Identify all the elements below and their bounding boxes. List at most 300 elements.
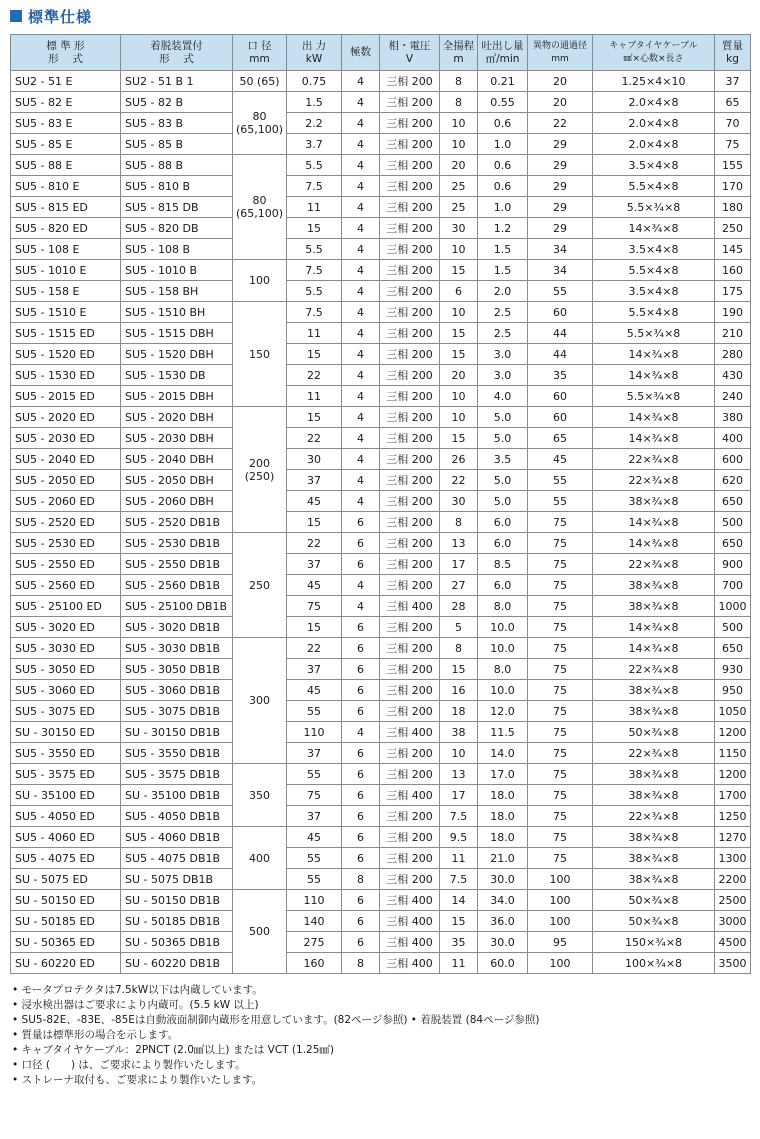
table-cell: SU5 - 82 E xyxy=(11,92,121,113)
table-cell: SU5 - 25100 ED xyxy=(11,596,121,617)
table-cell: 900 xyxy=(715,554,751,575)
table-cell: 38×¾×8 xyxy=(593,575,715,596)
table-cell: 三相 200 xyxy=(380,470,440,491)
table-cell: 4 xyxy=(342,302,380,323)
table-cell: 75 xyxy=(528,554,593,575)
column-header-label: 全揚程 xyxy=(442,39,475,52)
table-cell: 1000 xyxy=(715,596,751,617)
table-cell: 75 xyxy=(528,533,593,554)
table-cell: 10 xyxy=(440,407,478,428)
table-cell: 22×¾×8 xyxy=(593,449,715,470)
table-cell: SU5 - 3030 DB1B xyxy=(121,638,233,659)
table-cell: SU5 - 158 E xyxy=(11,281,121,302)
table-cell: SU - 50365 ED xyxy=(11,932,121,953)
table-cell: 20 xyxy=(440,155,478,176)
diameter-cell: 80 (65,100) xyxy=(233,155,287,260)
table-cell: 60 xyxy=(528,302,593,323)
table-cell: 三相 200 xyxy=(380,281,440,302)
table-cell: 3.0 xyxy=(478,365,528,386)
table-cell: 75 xyxy=(287,596,342,617)
table-cell: 45 xyxy=(287,491,342,512)
table-cell: SU5 - 1510 BH xyxy=(121,302,233,323)
table-cell: 6 xyxy=(342,932,380,953)
diameter-cell: 250 xyxy=(233,533,287,638)
table-cell: 1.5 xyxy=(287,92,342,113)
table-cell: 38×¾×8 xyxy=(593,785,715,806)
table-cell: 55 xyxy=(287,869,342,890)
table-cell: 4 xyxy=(342,575,380,596)
table-cell: 95 xyxy=(528,932,593,953)
table-cell: 4 xyxy=(342,722,380,743)
table-cell: 27 xyxy=(440,575,478,596)
table-cell: SU5 - 815 DB xyxy=(121,197,233,218)
table-cell: 13 xyxy=(440,764,478,785)
table-cell: SU2 - 51 E xyxy=(11,71,121,92)
table-cell: SU5 - 2550 ED xyxy=(11,554,121,575)
table-cell: 4 xyxy=(342,470,380,491)
table-row xyxy=(11,806,751,827)
table-cell: 三相 400 xyxy=(380,890,440,911)
table-cell: 100 xyxy=(528,890,593,911)
table-cell: 22×¾×8 xyxy=(593,743,715,764)
table-cell: 15 xyxy=(440,344,478,365)
table-cell: 13 xyxy=(440,533,478,554)
table-cell: SU - 50150 DB1B xyxy=(121,890,233,911)
table-cell: 5.5×¾×8 xyxy=(593,323,715,344)
table-row xyxy=(11,323,751,344)
table-cell: 75 xyxy=(528,827,593,848)
column-header xyxy=(287,35,342,71)
table-cell: 160 xyxy=(287,953,342,974)
table-cell: 3.0 xyxy=(478,344,528,365)
table-cell: 14×¾×8 xyxy=(593,365,715,386)
table-cell: 16 xyxy=(440,680,478,701)
table-cell: SU5 - 1515 DBH xyxy=(121,323,233,344)
table-cell: 75 xyxy=(528,596,593,617)
table-cell: 三相 200 xyxy=(380,554,440,575)
column-header-unit: kg xyxy=(726,52,739,65)
table-cell: SU5 - 108 E xyxy=(11,239,121,260)
table-cell: 38×¾×8 xyxy=(593,848,715,869)
column-header-unit: 形 式 xyxy=(48,52,83,65)
table-cell: 75 xyxy=(528,617,593,638)
table-cell: SU - 30150 ED xyxy=(11,722,121,743)
table-cell: 三相 200 xyxy=(380,659,440,680)
table-cell: 15 xyxy=(287,344,342,365)
table-cell: 15 xyxy=(440,911,478,932)
table-cell: 2200 xyxy=(715,869,751,890)
diameter-cell: 50 (65) xyxy=(233,71,287,92)
table-cell: 三相 200 xyxy=(380,134,440,155)
table-cell: SU5 - 820 ED xyxy=(11,218,121,239)
table-cell: 44 xyxy=(528,344,593,365)
table-cell: 11 xyxy=(287,197,342,218)
table-cell: 10.0 xyxy=(478,680,528,701)
table-cell: 650 xyxy=(715,533,751,554)
table-cell: 35 xyxy=(528,365,593,386)
column-header-label: 標 準 形 xyxy=(46,39,85,52)
table-cell: SU5 - 2520 DB1B xyxy=(121,512,233,533)
table-cell: 14×¾×8 xyxy=(593,512,715,533)
table-cell: 930 xyxy=(715,659,751,680)
table-cell: 5.5×4×8 xyxy=(593,302,715,323)
table-cell: SU5 - 3020 DB1B xyxy=(121,617,233,638)
table-cell: 6 xyxy=(342,764,380,785)
table-cell: 三相 200 xyxy=(380,764,440,785)
table-cell: 三相 200 xyxy=(380,869,440,890)
table-cell: 14×¾×8 xyxy=(593,617,715,638)
table-cell: 11 xyxy=(287,386,342,407)
table-cell: 22 xyxy=(528,113,593,134)
table-cell: 9.5 xyxy=(440,827,478,848)
table-cell: SU5 - 25100 DB1B xyxy=(121,596,233,617)
table-cell: 5.5×4×8 xyxy=(593,260,715,281)
table-row xyxy=(11,848,751,869)
table-cell: 14 xyxy=(440,890,478,911)
table-cell: 8 xyxy=(440,71,478,92)
table-cell: 145 xyxy=(715,239,751,260)
table-cell: 1150 xyxy=(715,743,751,764)
table-row xyxy=(11,596,751,617)
table-cell: 37 xyxy=(287,659,342,680)
table-cell: 三相 200 xyxy=(380,113,440,134)
table-cell: 0.6 xyxy=(478,176,528,197)
table-cell: 6 xyxy=(342,638,380,659)
table-cell: 22×¾×8 xyxy=(593,659,715,680)
table-cell: SU5 - 810 E xyxy=(11,176,121,197)
column-header-unit: 形 式 xyxy=(159,52,194,65)
table-cell: 5.0 xyxy=(478,407,528,428)
table-cell: 25 xyxy=(440,197,478,218)
table-row xyxy=(11,92,751,113)
table-row xyxy=(11,953,751,974)
table-cell: 20 xyxy=(528,92,593,113)
diameter-cell: 300 xyxy=(233,638,287,764)
table-cell: 17.0 xyxy=(478,764,528,785)
table-cell: 29 xyxy=(528,134,593,155)
column-header xyxy=(11,35,121,71)
table-cell: 10.0 xyxy=(478,617,528,638)
diameter-cell: 500 xyxy=(233,890,287,974)
column-header xyxy=(715,35,751,71)
table-cell: 160 xyxy=(715,260,751,281)
table-cell: SU5 - 1530 DB xyxy=(121,365,233,386)
table-cell: 4 xyxy=(342,71,380,92)
table-cell: SU5 - 158 BH xyxy=(121,281,233,302)
table-cell: 6 xyxy=(342,701,380,722)
table-cell: SU - 50150 ED xyxy=(11,890,121,911)
table-cell: 400 xyxy=(715,428,751,449)
table-row xyxy=(11,302,751,323)
table-cell: 110 xyxy=(287,890,342,911)
table-cell: 10 xyxy=(440,113,478,134)
diameter-cell: 100 xyxy=(233,260,287,302)
table-row xyxy=(11,260,751,281)
table-cell: 8.0 xyxy=(478,659,528,680)
table-cell: 210 xyxy=(715,323,751,344)
table-cell: 6.0 xyxy=(478,512,528,533)
table-cell: 75 xyxy=(715,134,751,155)
table-cell: SU5 - 4060 ED xyxy=(11,827,121,848)
table-cell: 100 xyxy=(528,953,593,974)
table-row xyxy=(11,932,751,953)
table-cell: 37 xyxy=(287,470,342,491)
table-row xyxy=(11,659,751,680)
table-cell: 1.0 xyxy=(478,197,528,218)
table-cell: 100 xyxy=(528,911,593,932)
table-cell: 6 xyxy=(342,554,380,575)
table-cell: 6 xyxy=(342,827,380,848)
header-row xyxy=(11,35,751,71)
table-row xyxy=(11,470,751,491)
table-cell: 三相 200 xyxy=(380,239,440,260)
square-bullet-icon xyxy=(10,10,22,22)
table-cell: 155 xyxy=(715,155,751,176)
table-cell: 7.5 xyxy=(440,869,478,890)
table-cell: SU5 - 2040 DBH xyxy=(121,449,233,470)
table-cell: 1.25×4×10 xyxy=(593,71,715,92)
table-row xyxy=(11,869,751,890)
table-cell: 三相 200 xyxy=(380,491,440,512)
table-cell: SU5 - 1520 DBH xyxy=(121,344,233,365)
table-cell: 6.0 xyxy=(478,575,528,596)
table-cell: 2.2 xyxy=(287,113,342,134)
table-row xyxy=(11,428,751,449)
table-cell: 430 xyxy=(715,365,751,386)
table-cell: 三相 200 xyxy=(380,260,440,281)
table-cell: 70 xyxy=(715,113,751,134)
table-cell: 6 xyxy=(342,785,380,806)
diameter-cell: 200 (250) xyxy=(233,407,287,533)
table-cell: 75 xyxy=(528,722,593,743)
table-row xyxy=(11,407,751,428)
table-cell: 三相 200 xyxy=(380,407,440,428)
table-cell: 38×¾×8 xyxy=(593,680,715,701)
table-cell: 17 xyxy=(440,554,478,575)
table-cell: 4 xyxy=(342,323,380,344)
table-cell: 12.0 xyxy=(478,701,528,722)
table-cell: 2.0×4×8 xyxy=(593,134,715,155)
table-cell: 6 xyxy=(440,281,478,302)
table-cell: 三相 200 xyxy=(380,743,440,764)
column-header xyxy=(342,35,380,71)
table-cell: 75 xyxy=(528,848,593,869)
table-cell: 4 xyxy=(342,239,380,260)
column-header-unit: V xyxy=(405,52,414,65)
table-cell: 5.5×¾×8 xyxy=(593,197,715,218)
table-cell: 6 xyxy=(342,680,380,701)
table-cell: 5.5×¾×8 xyxy=(593,386,715,407)
table-cell: 14×¾×8 xyxy=(593,407,715,428)
table-cell: 2.0 xyxy=(478,281,528,302)
table-cell: 4 xyxy=(342,491,380,512)
table-cell: 15 xyxy=(440,659,478,680)
table-cell: 8.5 xyxy=(478,554,528,575)
table-cell: SU5 - 2520 ED xyxy=(11,512,121,533)
table-cell: 22 xyxy=(287,638,342,659)
footnote-item: • 質量は標準形の場合を示します。 xyxy=(12,1029,179,1041)
table-cell: 三相 200 xyxy=(380,197,440,218)
table-cell: 45 xyxy=(287,575,342,596)
table-row xyxy=(11,764,751,785)
table-cell: 38×¾×8 xyxy=(593,764,715,785)
table-row xyxy=(11,617,751,638)
table-cell: SU5 - 810 B xyxy=(121,176,233,197)
table-cell: 6 xyxy=(342,806,380,827)
table-cell: 三相 200 xyxy=(380,617,440,638)
table-cell: 175 xyxy=(715,281,751,302)
table-cell: 三相 400 xyxy=(380,722,440,743)
table-cell: 6 xyxy=(342,512,380,533)
table-cell: 4 xyxy=(342,428,380,449)
table-row xyxy=(11,911,751,932)
table-cell: 75 xyxy=(528,785,593,806)
table-cell: 三相 200 xyxy=(380,218,440,239)
table-cell: 280 xyxy=(715,344,751,365)
table-cell: 5.5 xyxy=(287,155,342,176)
table-cell: 三相 200 xyxy=(380,71,440,92)
table-cell: 5 xyxy=(440,617,478,638)
table-cell: 4 xyxy=(342,176,380,197)
table-cell: 0.55 xyxy=(478,92,528,113)
table-cell: 15 xyxy=(440,260,478,281)
table-cell: 三相 200 xyxy=(380,92,440,113)
table-cell: 三相 400 xyxy=(380,785,440,806)
table-cell: 22 xyxy=(287,428,342,449)
table-cell: 6.0 xyxy=(478,533,528,554)
table-cell: 18 xyxy=(440,701,478,722)
table-cell: 4 xyxy=(342,281,380,302)
table-cell: 4 xyxy=(342,386,380,407)
table-cell: 30 xyxy=(440,491,478,512)
table-cell: 5.5 xyxy=(287,239,342,260)
table-row xyxy=(11,890,751,911)
table-cell: 75 xyxy=(528,638,593,659)
table-cell: 500 xyxy=(715,617,751,638)
table-cell: 620 xyxy=(715,470,751,491)
table-cell: 28 xyxy=(440,596,478,617)
table-cell: 34 xyxy=(528,239,593,260)
table-cell: SU - 35100 DB1B xyxy=(121,785,233,806)
table-cell: SU5 - 3030 ED xyxy=(11,638,121,659)
table-cell: 1.2 xyxy=(478,218,528,239)
table-cell: 6 xyxy=(342,617,380,638)
table-cell: SU5 - 2060 DBH xyxy=(121,491,233,512)
column-header xyxy=(593,35,715,71)
column-header-unit: mm xyxy=(249,52,270,65)
table-cell: SU5 - 2015 ED xyxy=(11,386,121,407)
table-cell: 50×¾×8 xyxy=(593,722,715,743)
table-cell: 0.6 xyxy=(478,155,528,176)
table-cell: SU5 - 3550 DB1B xyxy=(121,743,233,764)
column-header xyxy=(440,35,478,71)
table-row xyxy=(11,239,751,260)
table-cell: 30.0 xyxy=(478,932,528,953)
footnotes xyxy=(12,983,748,1088)
table-cell: 4 xyxy=(342,155,380,176)
table-cell: 三相 200 xyxy=(380,806,440,827)
table-cell: SU5 - 3575 DB1B xyxy=(121,764,233,785)
table-cell: SU5 - 108 B xyxy=(121,239,233,260)
table-row xyxy=(11,344,751,365)
table-cell: SU5 - 3075 ED xyxy=(11,701,121,722)
table-cell: SU2 - 51 B 1 xyxy=(121,71,233,92)
table-cell: 8.0 xyxy=(478,596,528,617)
table-cell: SU5 - 4050 DB1B xyxy=(121,806,233,827)
table-cell: 14×¾×8 xyxy=(593,344,715,365)
table-cell: 14×¾×8 xyxy=(593,533,715,554)
table-cell: 65 xyxy=(528,428,593,449)
table-cell: 6 xyxy=(342,533,380,554)
column-header-unit: mm xyxy=(551,53,569,64)
table-cell: 4 xyxy=(342,197,380,218)
table-cell: 4 xyxy=(342,365,380,386)
column-header xyxy=(478,35,528,71)
table-cell: SU5 - 4050 ED xyxy=(11,806,121,827)
table-cell: 三相 200 xyxy=(380,344,440,365)
table-cell: SU5 - 3060 ED xyxy=(11,680,121,701)
table-cell: 8 xyxy=(342,869,380,890)
table-row xyxy=(11,113,751,134)
table-cell: 4 xyxy=(342,449,380,470)
spec-table xyxy=(10,34,751,974)
table-cell: 37 xyxy=(287,743,342,764)
table-cell: 37 xyxy=(287,554,342,575)
column-header xyxy=(233,35,287,71)
table-row xyxy=(11,680,751,701)
table-row xyxy=(11,638,751,659)
table-cell: 1.0 xyxy=(478,134,528,155)
table-cell: SU - 30150 DB1B xyxy=(121,722,233,743)
footnote-item: • モータプロテクタは7.5kW以下は内蔵しています。 xyxy=(12,984,263,996)
table-cell: 三相 200 xyxy=(380,533,440,554)
table-cell: 4 xyxy=(342,92,380,113)
column-header xyxy=(121,35,233,71)
table-cell: 三相 200 xyxy=(380,575,440,596)
diameter-cell: 80 (65,100) xyxy=(233,92,287,155)
table-cell: 38×¾×8 xyxy=(593,596,715,617)
column-header-unit: m xyxy=(453,52,464,65)
table-cell: 2.0×4×8 xyxy=(593,92,715,113)
table-cell: 170 xyxy=(715,176,751,197)
table-cell: SU5 - 2560 DB1B xyxy=(121,575,233,596)
column-header-unit: ㎟×心数×長さ xyxy=(623,53,684,64)
table-cell: 5.5×4×8 xyxy=(593,176,715,197)
table-cell: 700 xyxy=(715,575,751,596)
table-cell: 8 xyxy=(342,953,380,974)
table-cell: 240 xyxy=(715,386,751,407)
table-cell: 29 xyxy=(528,218,593,239)
table-row xyxy=(11,575,751,596)
table-cell: 15 xyxy=(287,407,342,428)
table-cell: 1250 xyxy=(715,806,751,827)
table-cell: 三相 200 xyxy=(380,365,440,386)
table-cell: SU5 - 85 E xyxy=(11,134,121,155)
table-cell: 22 xyxy=(287,365,342,386)
table-cell: 275 xyxy=(287,932,342,953)
table-cell: 250 xyxy=(715,218,751,239)
table-cell: 37 xyxy=(715,71,751,92)
table-cell: SU5 - 2020 DBH xyxy=(121,407,233,428)
table-cell: SU5 - 1510 E xyxy=(11,302,121,323)
column-header xyxy=(528,35,593,71)
table-cell: 15 xyxy=(287,512,342,533)
table-cell: SU5 - 83 E xyxy=(11,113,121,134)
table-cell: 22×¾×8 xyxy=(593,806,715,827)
table-cell: 三相 200 xyxy=(380,680,440,701)
table-cell: 6 xyxy=(342,890,380,911)
table-cell: SU - 50365 DB1B xyxy=(121,932,233,953)
